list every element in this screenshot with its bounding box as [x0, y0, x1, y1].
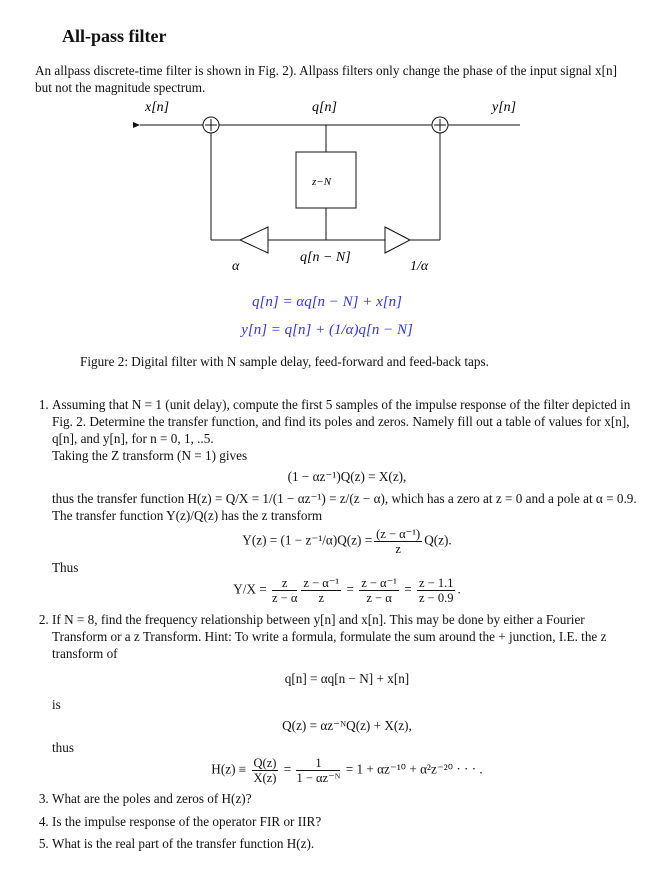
question-1: [52, 396, 642, 605]
gain-alpha-triangle: [240, 227, 268, 253]
answer-text: Thus: [52, 560, 79, 575]
fraction: [417, 576, 455, 605]
fraction: [301, 576, 341, 605]
question-text: 2. If N = 8, find the frequency relationship between y[n] and x[n]. This may be done by either a Fourier Transform or a z Transform. Hint: To write a formula, formulate the sum around the + junction, I.E. the z transform of: [52, 612, 607, 661]
answer-text: thus the transfer function H(z) = Q/X = 1/(1 − αz⁻¹) = z/(z − α), which has a zero at z = 0 and a pole at α = 0.9. The transfer function Y(z)/Q(z) has the z transform: [52, 491, 637, 523]
label-y: y[n]: [492, 100, 517, 115]
label-q-delayed: q[n − N]: [300, 250, 351, 265]
denominator: z − α: [272, 591, 298, 605]
page-title: All-pass filter: [62, 26, 167, 46]
gain-inverse-alpha-triangle: [385, 227, 410, 253]
answer-text: thus: [52, 740, 74, 755]
numerator: z − 1.1: [418, 576, 454, 590]
fraction: [272, 576, 297, 605]
question-5: 5. What is the real part of the transfer function H(z).: [52, 836, 642, 853]
denominator: z − 0.9: [418, 591, 454, 605]
eq-part: H(z) ≡: [211, 761, 247, 777]
eq-part: Y/X =: [233, 581, 267, 597]
question-3: 3. What are the poles and zeros of H(z)?: [52, 791, 642, 808]
question-2: [52, 611, 642, 785]
answer-equation: (1 − αz⁻¹)Q(z) = X(z),: [287, 469, 407, 484]
question-4: 4. Is the impulse response of the operator FIR or IIR?: [52, 814, 642, 831]
label-q: q[n]: [312, 100, 337, 115]
denominator: z: [395, 542, 401, 556]
fraction: [296, 756, 340, 785]
denominator: X(z): [253, 771, 277, 785]
denominator: z: [318, 591, 325, 605]
fraction: [374, 527, 422, 556]
denominator: z − α: [366, 591, 392, 605]
eq-part: = 1 + αz⁻¹⁰ + α²z⁻²⁰ · · · .: [345, 761, 483, 777]
question-text: 1. Assuming that N = 1 (unit delay), compute the first 5 samples of the impulse response of the filter depicted in Fig. 2. Determine the transfer function, and find its poles and zeros. Namely fill out a table of values for x[n], q[n], and y[n], for n = 0, 1, ..5.: [52, 397, 631, 446]
eq-part: Q(z).: [424, 532, 452, 548]
answer-equation: Y/X = $\frac{z}{z - \alpha}$ $\frac{\text{z − α⁻¹}}{z}$ = $\frac{\text{z − α⁻¹}}{z - \alpha}$ = $\frac{z - 1.1}{z - 0.9}$ .: [233, 576, 461, 605]
answer-equation: H(z) ≡ $\frac{Q(z)}{X(z)}$ = $\frac{1}{\text{1 − αz⁻ᴺ}}$ = 1 + αz⁻¹⁰ + α²z⁻²⁰ · · · .: [211, 756, 483, 785]
allpass-filter-diagram: [0, 95, 654, 285]
label-x: x[n]: [145, 100, 170, 115]
figure-caption: Figure 2: Digital filter with N sample delay, feed-forward and feed-back taps.: [80, 354, 489, 369]
numerator: z: [272, 576, 297, 591]
answer-equation: q[n] = αq[n − N] + x[n]: [284, 671, 410, 686]
equation-q: q[n] = αq[n − N] + x[n]: [252, 294, 402, 310]
equation-y: y[n] = q[n] + (1/α)q[n − N]: [241, 322, 413, 338]
numerator: 1: [296, 756, 340, 771]
answer-text: is: [52, 697, 61, 712]
numerator: Q(z): [253, 756, 277, 770]
fraction: [359, 576, 399, 605]
numerator: (z − α⁻¹): [376, 527, 421, 541]
numerator: z − α⁻¹: [361, 576, 397, 590]
numerator: z − α⁻¹: [303, 576, 340, 590]
label-delay: z−N: [312, 176, 332, 188]
denominator: 1 − αz⁻ᴺ: [296, 771, 341, 785]
answer-equation: Q(z) = αz⁻ᴺQ(z) + X(z),: [282, 718, 412, 733]
answer-equation: [52, 527, 642, 556]
label-inv-alpha: 1/α: [410, 259, 429, 274]
label-alpha: α: [232, 259, 240, 274]
eq-part: Y(z) = (1 − z⁻¹/α)Q(z) =: [242, 532, 373, 548]
answer-text: Taking the Z transform (N = 1) gives: [52, 448, 248, 463]
fraction: [252, 756, 279, 785]
question-list: [30, 396, 642, 859]
intro-paragraph: An allpass discrete-time filter is shown in Fig. 2). Allpass filters only change the phase of the input signal x[n] but not the magnitude spectrum.: [35, 63, 617, 95]
